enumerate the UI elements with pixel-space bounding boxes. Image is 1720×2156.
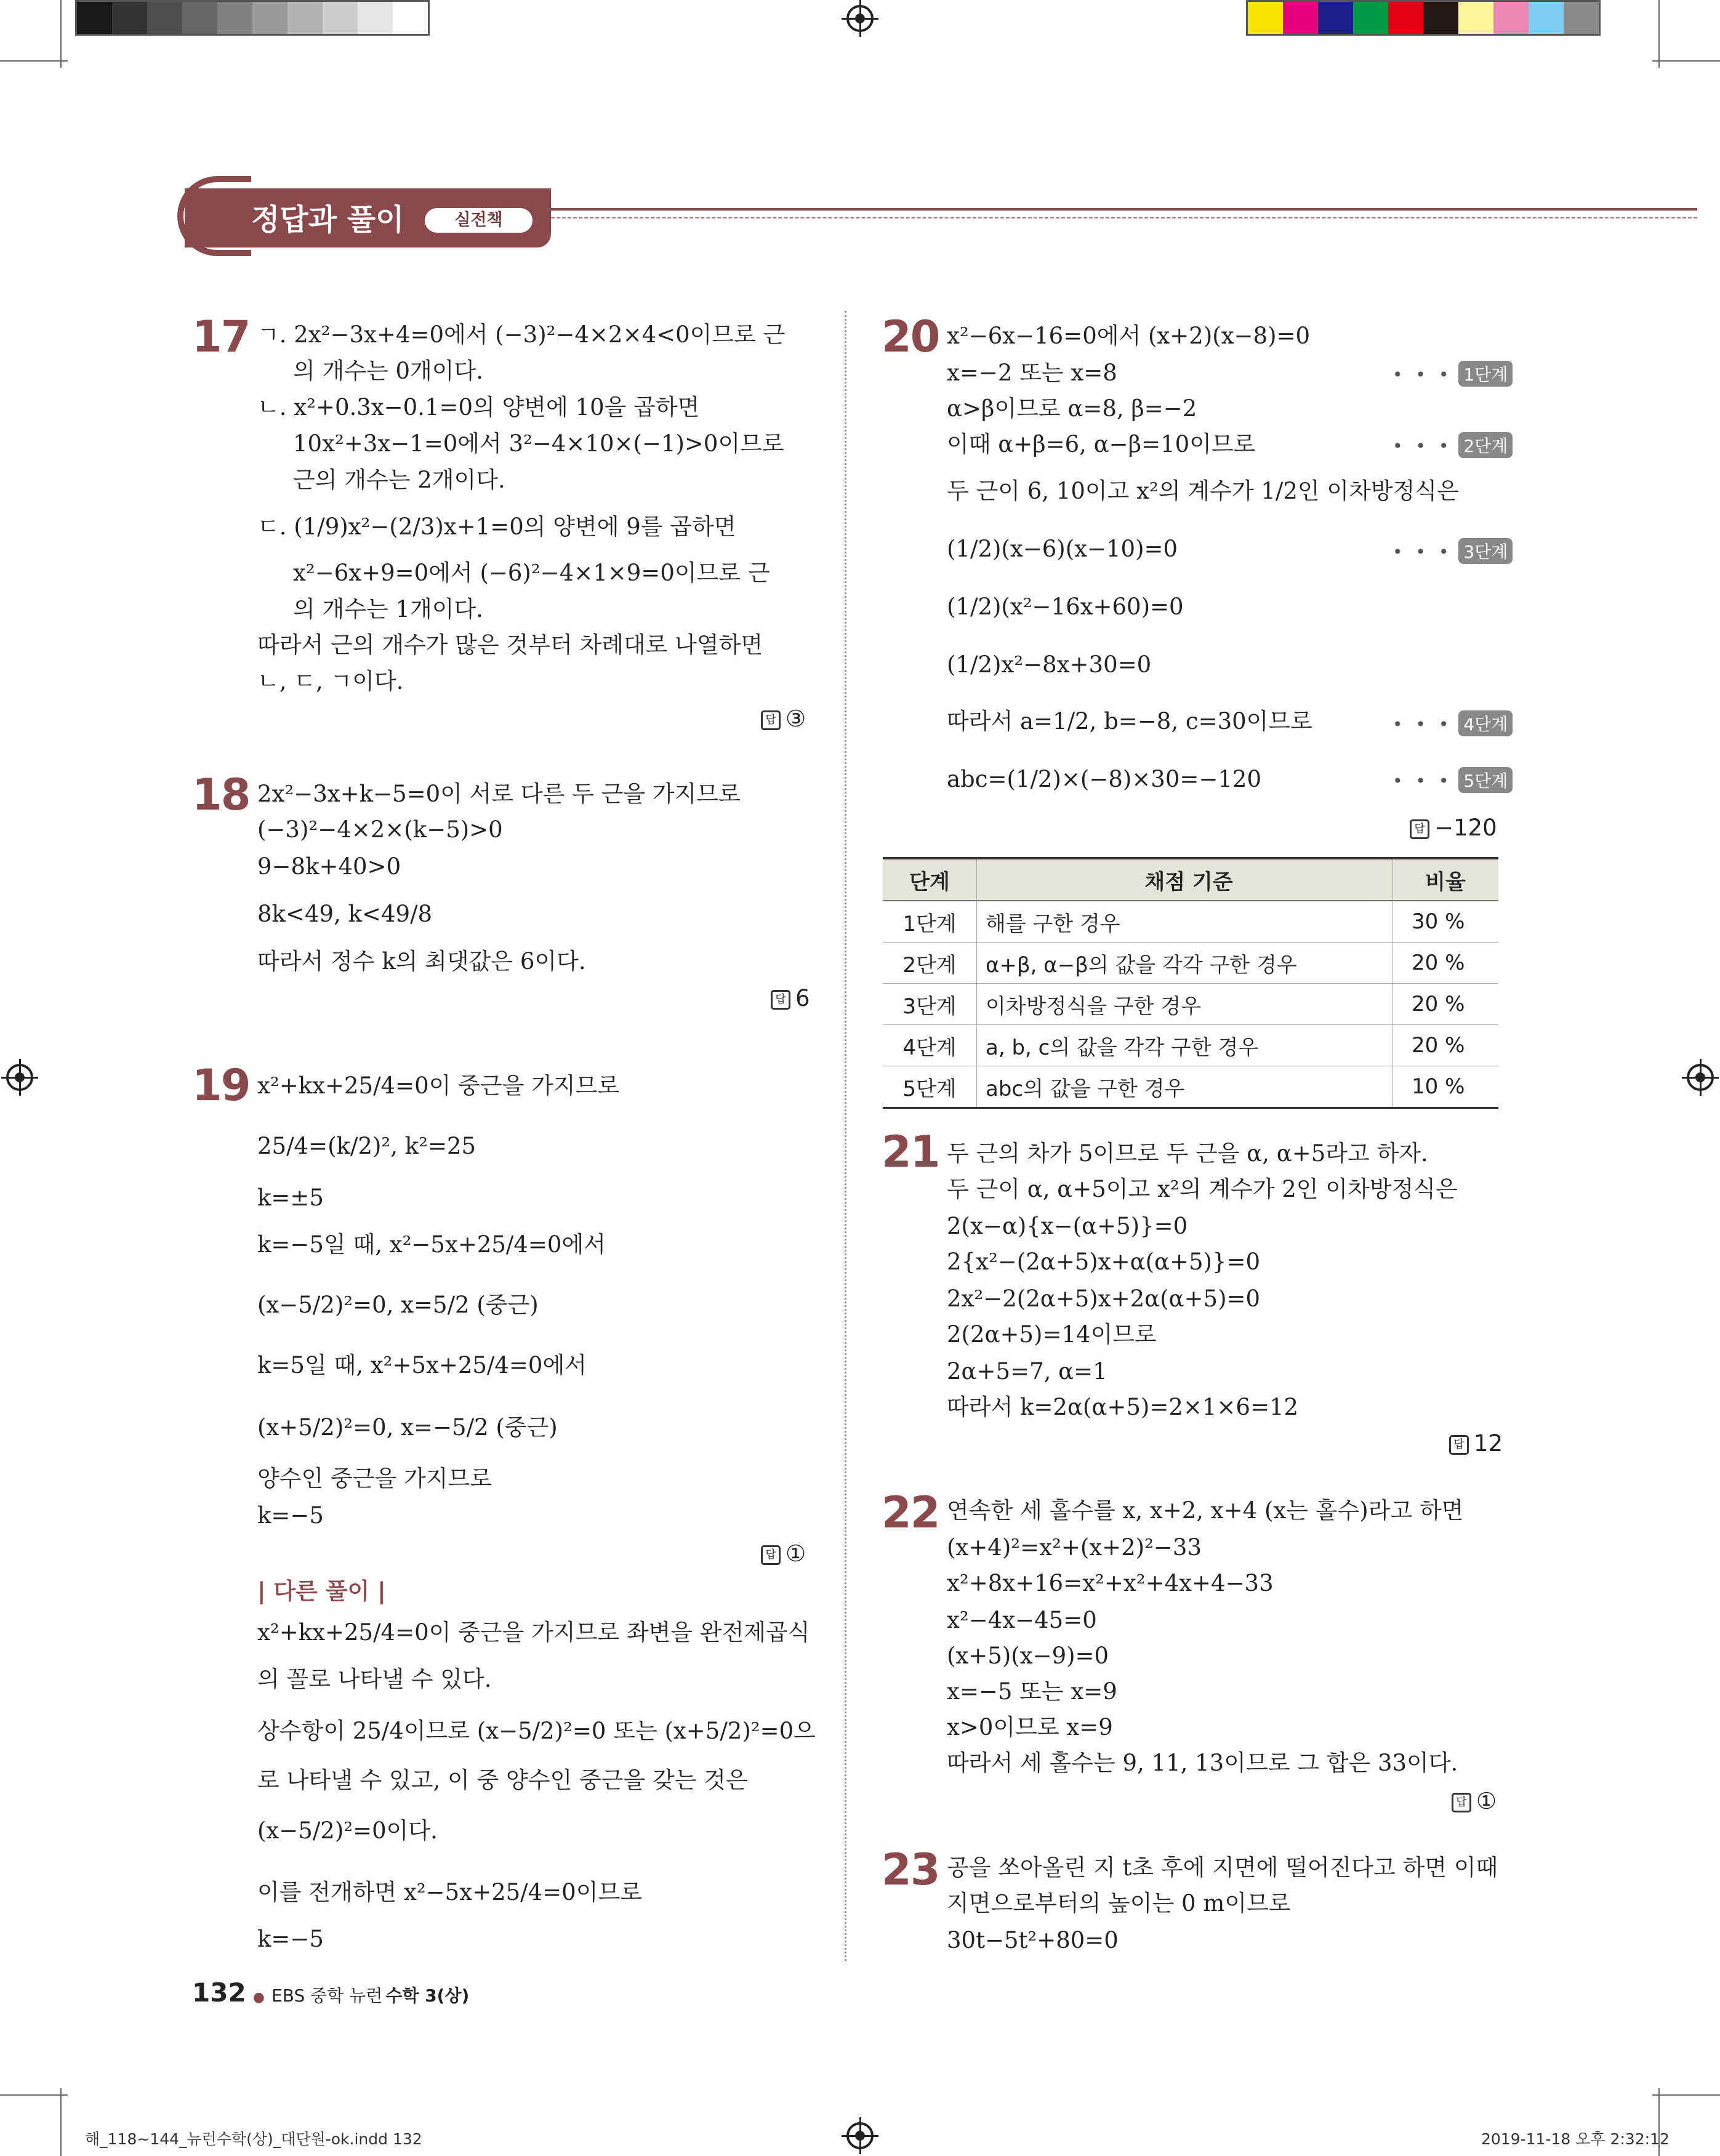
solution-line: (x+5)(x−9)=0 [947, 1643, 1109, 1669]
footer-bullet: ● [252, 1990, 265, 2005]
solution-line: 8k<49, k<49/8 [257, 901, 433, 927]
solution-line: x²−6x−16=0에서 (x+2)(x−8)=0 [947, 323, 1311, 349]
answer-value: ① [786, 1540, 806, 1567]
solution-line: (1/2)(x²−16x+60)=0 [947, 593, 1184, 620]
solution-line: (1/2)x²−8x+30=0 [947, 651, 1152, 678]
section-title: 정답과 풀이 [251, 203, 404, 237]
solution-line: 로 나타낼 수 있고, 이 중 양수인 중근을 갖는 것은 [257, 1767, 748, 1793]
color-swatch [1248, 2, 1283, 34]
solution-line: 의 꼴로 나타낼 수 있다. [257, 1666, 492, 1692]
solution-line: x²+kx+25/4=0이 중근을 가지므로 좌변을 완전제곱식 [257, 1619, 810, 1646]
crop-mark [0, 60, 68, 62]
solution-line: x>0이므로 x=9 [947, 1714, 1113, 1740]
page-footer [192, 1977, 469, 2008]
solution-line: 30t−5t²+80=0 [947, 1927, 1119, 1953]
solution-line: k=−5 [257, 1502, 324, 1529]
table-header: 비율 [1393, 858, 1499, 901]
gray-swatch [252, 2, 287, 34]
solution-line: 따라서 정수 k의 최댓값은 6이다. [257, 948, 586, 975]
table-row [883, 1066, 1498, 1108]
column-divider [845, 311, 846, 1961]
solution-line: 의 개수는 0개이다. [293, 358, 484, 384]
solution-line: (x+4)²=x²+(x+2)²−33 [947, 1534, 1202, 1561]
gray-swatch [112, 2, 147, 34]
solution-line: (1/2)(x−6)(x−10)=0 [947, 536, 1178, 562]
table-cell: 20 % [1393, 984, 1499, 1025]
section-badge: 실전책 [425, 208, 532, 233]
table-cell: α+β, α−β의 값을 각각 구한 경우 [977, 943, 1393, 984]
color-swatch [1458, 2, 1493, 34]
solution-line: x²+8x+16=x²+x²+4x+4−33 [947, 1570, 1274, 1596]
solution-line: 따라서 세 홀수는 9, 11, 13이므로 그 합은 33이다. [947, 1750, 1458, 1776]
stage-tag: 4단계 [1458, 710, 1513, 736]
color-swatch [1353, 2, 1388, 34]
table-header: 채점 기준 [977, 858, 1393, 901]
table-cell: a, b, c의 값을 각각 구한 경우 [977, 1025, 1393, 1066]
solution-line: α>β이므로 α=8, β=−2 [947, 395, 1197, 422]
gray-swatch [217, 2, 252, 34]
answer-value: 12 [1474, 1430, 1503, 1457]
table-cell: 30 % [1393, 901, 1499, 943]
solution-line: 두 근의 차가 5이므로 두 근을 α, α+5라고 하자. [947, 1140, 1428, 1167]
table-cell: 10 % [1393, 1066, 1499, 1108]
stage-marker [1392, 767, 1513, 793]
registration-mark [846, 2122, 874, 2149]
gray-swatch [182, 2, 217, 34]
solution-line: ㄷ. (1/9)x²−(2/3)x+1=0의 양변에 9를 곱하면 [257, 513, 736, 540]
table-row [883, 984, 1498, 1025]
table-cell: 이차방정식을 구한 경우 [977, 984, 1393, 1025]
color-swatch [1388, 2, 1423, 34]
solution-line: 따라서 근의 개수가 많은 것부터 차례대로 나열하면 [257, 632, 763, 658]
color-swatch [1529, 2, 1564, 34]
registration-mark [6, 1064, 33, 1091]
solution-line: 두 근이 6, 10이고 x²의 계수가 1/2인 이차방정식은 [947, 478, 1459, 504]
problem-number: 17 [192, 312, 250, 362]
crop-mark [60, 0, 62, 68]
stage-tag: 2단계 [1458, 432, 1513, 458]
registration-mark [846, 5, 874, 32]
answer-icon: 답 [771, 990, 790, 1010]
solution-line: k=−5 [257, 1926, 324, 1952]
answer-icon: 답 [761, 710, 781, 730]
solution-line: 2(x−α){x−(α+5)}=0 [947, 1213, 1188, 1239]
problem-number: 20 [882, 312, 939, 362]
stage-marker [1392, 538, 1513, 564]
table-cell: 2단계 [883, 943, 977, 984]
answer-value: −120 [1434, 815, 1497, 841]
answer-icon: 답 [1452, 1793, 1471, 1812]
answer-mark [1410, 815, 1497, 841]
solution-line: 따라서 a=1/2, b=−8, c=30이므로 [947, 708, 1312, 734]
answer-mark [761, 706, 806, 732]
answer-value: ③ [786, 706, 806, 732]
answer-value: ① [1476, 1788, 1497, 1814]
stage-dots: • • • [1392, 771, 1453, 791]
answer-mark [761, 1540, 806, 1567]
answer-mark [1452, 1788, 1497, 1814]
problem-number: 18 [192, 770, 250, 820]
solution-line: (x−5/2)²=0이다. [257, 1817, 438, 1844]
header-rule [551, 208, 1697, 211]
solution-line: 25/4=(k/2)², k²=25 [257, 1133, 476, 1159]
crop-mark [0, 2094, 68, 2096]
color-swatch [1423, 2, 1458, 34]
solution-line: 의 개수는 1개이다. [293, 596, 484, 622]
process-color-bar [1246, 0, 1601, 36]
solution-line: ㄱ. 2x²−3x+4=0에서 (−3)²−4×2×4<0이므로 근 [257, 321, 786, 348]
crop-mark [1652, 60, 1720, 62]
table-row [883, 901, 1498, 943]
color-swatch [1283, 2, 1318, 34]
stage-tag: 3단계 [1458, 538, 1513, 564]
solution-line: 두 근이 α, α+5이고 x²의 계수가 2인 이차방정식은 [947, 1176, 1458, 1202]
solution-line: 9−8k+40>0 [257, 853, 401, 880]
gray-swatch [323, 2, 358, 34]
solution-line: 상수항이 25/4이므로 (x−5/2)²=0 또는 (x+5/2)²=0으 [257, 1718, 816, 1744]
solution-line: x²−6x+9=0에서 (−6)²−4×1×9=0이므로 근 [293, 560, 770, 586]
solution-line: abc=(1/2)×(−8)×30=−120 [947, 766, 1262, 792]
color-swatch [1318, 2, 1353, 34]
solution-line: (x−5/2)²=0, x=5/2 (중근) [257, 1292, 539, 1318]
problem-number: 22 [882, 1487, 939, 1538]
crop-mark [1658, 0, 1660, 68]
registration-mark [1687, 1064, 1714, 1091]
stage-dots: • • • [1392, 436, 1453, 456]
table-header: 단계 [883, 858, 977, 901]
solution-line: 2x²−2(2α+5)x+2α(α+5)=0 [947, 1285, 1261, 1312]
stage-marker [1392, 710, 1513, 736]
header-dashed-rule [551, 217, 1697, 219]
stage-tag: 5단계 [1458, 767, 1513, 793]
gray-swatch [77, 2, 112, 34]
stage-dots: • • • [1392, 364, 1453, 385]
color-swatch [1564, 2, 1599, 34]
problem-number: 21 [882, 1127, 939, 1177]
stage-marker [1392, 432, 1513, 458]
table-row [883, 943, 1498, 984]
scoring-table [883, 857, 1498, 1109]
stage-dots: • • • [1392, 714, 1453, 734]
answer-value: 6 [795, 985, 810, 1012]
solution-line: ㄴ. x²+0.3x−0.1=0의 양변에 10을 곱하면 [257, 394, 700, 420]
solution-line: 2(2α+5)=14이므로 [947, 1321, 1157, 1348]
solution-line: 근의 개수는 2개이다. [293, 467, 505, 493]
table-cell: 5단계 [883, 1066, 977, 1108]
gray-swatch [147, 2, 182, 34]
answer-icon: 답 [761, 1545, 781, 1565]
crop-mark [60, 2088, 62, 2156]
gray-swatch [358, 2, 393, 34]
solution-line: x²−4x−45=0 [947, 1607, 1097, 1633]
grayscale-color-bar [75, 0, 430, 36]
stage-tag: 1단계 [1458, 361, 1513, 387]
table-cell: 4단계 [883, 1025, 977, 1066]
stage-marker [1392, 361, 1513, 387]
solution-line: k=5일 때, x²+5x+25/4=0에서 [257, 1352, 587, 1378]
solution-line: 2x²−3x+k−5=0이 서로 다른 두 근을 가지므로 [257, 781, 741, 807]
gray-swatch [393, 2, 428, 34]
table-cell: 3단계 [883, 984, 977, 1025]
page-number: 132 [192, 1977, 246, 2008]
answer-mark [1449, 1430, 1503, 1457]
crop-mark [1652, 2094, 1720, 2096]
solution-line: (−3)²−4×2×(k−5)>0 [257, 816, 503, 843]
table-header-row [883, 858, 1498, 901]
table-row [883, 1025, 1498, 1066]
solution-line: (x+5/2)²=0, x=−5/2 (중근) [257, 1414, 558, 1441]
table-cell: abc의 값을 구한 경우 [977, 1066, 1393, 1108]
solution-line: 연속한 세 홀수를 x, x+2, x+4 (x는 홀수)라고 하면 [947, 1497, 1464, 1524]
problem-number: 19 [192, 1060, 250, 1111]
table-cell: 해를 구한 경우 [977, 901, 1393, 943]
gray-swatch [287, 2, 323, 34]
stage-dots: • • • [1392, 542, 1453, 562]
solution-line: 지면으로부터의 높이는 0 m이므로 [947, 1890, 1291, 1917]
alternative-solution-title: | 다른 풀이 | [257, 1578, 386, 1604]
solution-line: 2{x²−(2α+5)x+α(α+5)}=0 [947, 1249, 1261, 1275]
table-cell: 20 % [1393, 1025, 1499, 1066]
solution-line: 2α+5=7, α=1 [947, 1358, 1107, 1385]
table-cell: 20 % [1393, 943, 1499, 984]
color-swatch [1493, 2, 1529, 34]
answer-mark [771, 985, 810, 1012]
solution-line: 양수인 중근을 가지므로 [257, 1465, 492, 1492]
table-cell: 1단계 [883, 901, 977, 943]
solution-line: 공을 쏘아올린 지 t초 후에 지면에 떨어진다고 하면 이때 [947, 1854, 1498, 1881]
solution-line: k=±5 [257, 1185, 324, 1211]
solution-line: k=−5일 때, x²−5x+25/4=0에서 [257, 1231, 606, 1258]
date-slug: 2019-11-18 오후 2:32:12 [1481, 2130, 1670, 2148]
problem-number: 23 [882, 1844, 939, 1895]
file-slug: 해_118~144_뉴런수학(상)_대단원-ok.indd 132 [85, 2130, 422, 2148]
answer-icon: 답 [1449, 1435, 1469, 1455]
series-name: EBS 중학 뉴런 [271, 1985, 383, 2006]
solution-line: x=−2 또는 x=8 [947, 360, 1117, 386]
solution-line: 10x²+3x−1=0에서 3²−4×10×(−1)>0이므로 [293, 430, 784, 457]
solution-line: x=−5 또는 x=9 [947, 1678, 1117, 1705]
subject-name: 수학 3(상) [385, 1985, 470, 2006]
solution-line: 따라서 k=2α(α+5)=2×1×6=12 [947, 1394, 1299, 1420]
answer-icon: 답 [1410, 819, 1429, 839]
solution-line: 이를 전개하면 x²−5x+25/4=0이므로 [257, 1879, 642, 1905]
solution-line: 이때 α+β=6, α−β=10이므로 [947, 431, 1256, 457]
solution-line: x²+kx+25/4=0이 중근을 가지므로 [257, 1072, 620, 1099]
solution-line: ㄴ, ㄷ, ㄱ이다. [257, 668, 404, 694]
